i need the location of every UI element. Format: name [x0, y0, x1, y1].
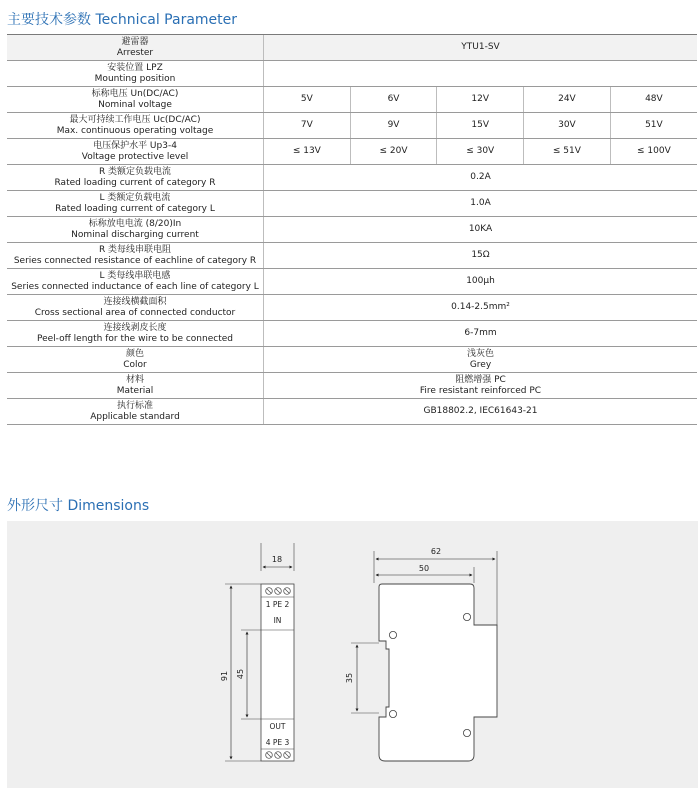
param-value-cell: 15V	[437, 113, 524, 139]
dimensions-heading: 外形尺寸 Dimensions	[7, 498, 150, 514]
param-label-cell	[7, 87, 264, 113]
param-value-cell: 0.2A	[264, 165, 698, 191]
param-label-en: Color	[123, 359, 147, 370]
param-value-cell: 6-7mm	[264, 321, 698, 347]
side-view-drawing	[345, 547, 497, 761]
param-label-en: Rated loading current of category R	[54, 177, 216, 188]
table-header-row	[7, 35, 697, 61]
param-label-en: Applicable standard	[90, 411, 180, 422]
table-row	[7, 347, 697, 373]
param-label-en: Peel-off length for the wire to be connected	[37, 333, 233, 344]
param-value-cell: ≤ 51V	[524, 139, 611, 165]
table-row	[7, 61, 697, 87]
param-label-cell	[7, 373, 264, 399]
param-label-zh: 材料	[125, 374, 144, 385]
technical-parameter-table	[7, 34, 697, 425]
param-label-zh: 最大可持续工作电压 Uc(DC/AC)	[69, 114, 201, 125]
param-value-cell: 7V	[264, 113, 351, 139]
table-row	[7, 165, 697, 191]
param-label-cell	[7, 243, 264, 269]
param-label-en: Cross sectional area of connected conductor	[34, 307, 236, 318]
front-height-inner-label: 45	[236, 668, 245, 680]
param-value-cell	[264, 347, 698, 373]
param-label-en: Mounting position	[94, 73, 176, 84]
param-label-zh: 执行标准	[116, 400, 153, 411]
param-value-line: 阻燃增强 PC	[455, 374, 506, 385]
param-label-zh: R 类额定负载电流	[98, 166, 172, 177]
param-label-zh: 电压保护水平 Up3-4	[93, 140, 177, 151]
param-value-line: Fire resistant reinforced PC	[419, 385, 542, 396]
param-label-zh: 标称放电电流 (8/20)In	[88, 218, 182, 229]
param-label-cell	[7, 321, 264, 347]
param-value-cell: ≤ 30V	[437, 139, 524, 165]
param-label-en: Nominal discharging current	[71, 229, 199, 240]
param-label-cell	[7, 165, 264, 191]
param-label-cell	[7, 113, 264, 139]
table-row	[7, 87, 697, 113]
param-value-cell: 15Ω	[264, 243, 698, 269]
bottom-terminal-screws	[266, 752, 291, 759]
param-value-cell: ≤ 20V	[350, 139, 437, 165]
dimensions-drawing-panel	[7, 521, 698, 788]
param-value-line: 浅灰色	[466, 348, 494, 359]
param-value-cell: 100μh	[264, 269, 698, 295]
table-row	[7, 321, 697, 347]
table-row	[7, 217, 697, 243]
param-label-en: Series connected resistance of eachline of category R	[13, 255, 257, 266]
param-label-en: Material	[116, 385, 154, 396]
param-label-zh: R 类每线串联电阻	[98, 244, 172, 255]
side-width-total-label: 62	[430, 547, 442, 556]
table-row	[7, 373, 697, 399]
param-value-line: Grey	[469, 359, 492, 370]
param-label-zh: 安装位置 LPZ	[107, 62, 163, 73]
param-label-cell	[7, 217, 264, 243]
param-value-cell: 24V	[524, 87, 611, 113]
in-label: IN	[273, 616, 282, 625]
param-value-cell: 6V	[350, 87, 437, 113]
param-value-cell: 1.0A	[264, 191, 698, 217]
param-label-cell	[7, 347, 264, 373]
top-terminal-labels: 1 PE 2	[265, 600, 290, 609]
table-row	[7, 113, 697, 139]
front-view-drawing	[220, 543, 294, 761]
dimensions-drawing	[7, 521, 698, 788]
param-label-en: Arrester	[116, 47, 154, 58]
rail-width-label: 35	[345, 672, 354, 684]
param-value-cell: 9V	[350, 113, 437, 139]
param-label-zh: 颜色	[125, 348, 144, 359]
technical-parameter-heading: 主要技术参数 Technical Parameter	[7, 12, 238, 28]
table-row	[7, 243, 697, 269]
top-terminal-screws	[266, 588, 291, 595]
param-label-en: Voltage protective level	[81, 151, 189, 162]
param-value-cell: 30V	[524, 113, 611, 139]
table-row	[7, 191, 697, 217]
param-label-cell	[7, 139, 264, 165]
table-row	[7, 139, 697, 165]
header-label-cell	[7, 35, 264, 61]
table-row	[7, 295, 697, 321]
param-value-cell: 12V	[437, 87, 524, 113]
param-label-cell	[7, 269, 264, 295]
param-label-cell	[7, 295, 264, 321]
param-label-cell	[7, 399, 264, 425]
param-label-zh: L 类额定负载电流	[99, 192, 171, 203]
param-label-cell	[7, 61, 264, 87]
param-label-zh: 标称电压 Un(DC/AC)	[91, 88, 179, 99]
param-value-cell: ≤ 13V	[264, 139, 351, 165]
side-width-inner-label: 50	[418, 564, 430, 573]
param-label-zh: 避雷器	[121, 36, 149, 47]
param-value-cell: ≤ 100V	[610, 139, 697, 165]
bottom-terminal-labels: 4 PE 3	[265, 738, 290, 747]
param-value-cell: 51V	[610, 113, 697, 139]
param-label-en: Max. continuous operating voltage	[56, 125, 214, 136]
front-width-label: 18	[271, 555, 283, 564]
param-label-zh: 连接线横截面积	[103, 296, 167, 307]
param-label-en: Rated loading current of category L	[55, 203, 215, 214]
param-value-cell: 0.14-2.5mm²	[264, 295, 698, 321]
param-value-cell: 5V	[264, 87, 351, 113]
param-value-cell	[264, 373, 698, 399]
param-label-cell	[7, 191, 264, 217]
param-value-cell	[264, 61, 698, 87]
param-label-zh: L 类每线串联电感	[99, 270, 171, 281]
param-value-cell: GB18802.2, IEC61643-21	[264, 399, 698, 425]
param-value-cell: 48V	[610, 87, 697, 113]
param-label-en: Series connected inductance of each line of category L	[11, 281, 259, 292]
table-row	[7, 269, 697, 295]
front-height-total-label: 91	[220, 670, 229, 682]
param-label-en: Nominal voltage	[98, 99, 172, 110]
model-name-cell: YTU1-SV	[264, 35, 698, 61]
out-label: OUT	[269, 722, 286, 731]
param-label-zh: 连接线剥皮长度	[103, 322, 167, 333]
table-row	[7, 399, 697, 425]
param-value-cell: 10KA	[264, 217, 698, 243]
